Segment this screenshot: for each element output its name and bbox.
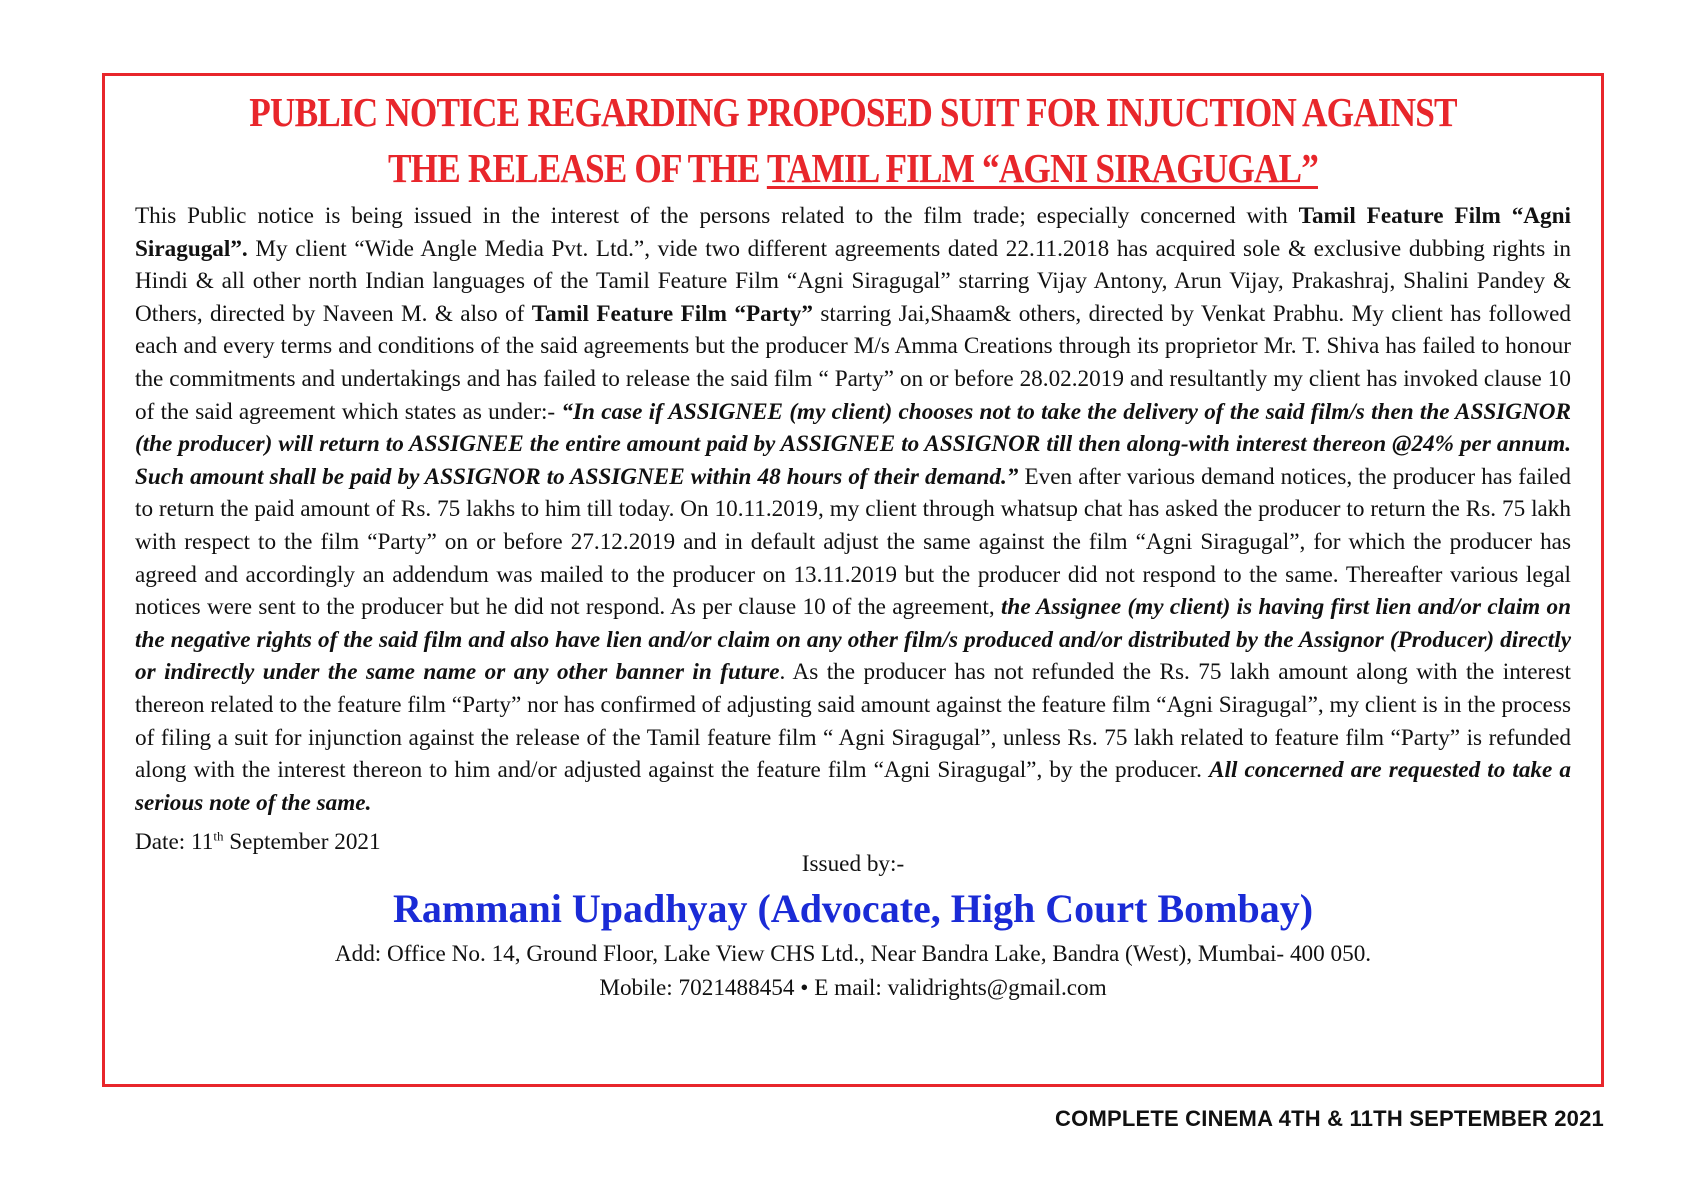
body-segment: . As the producer has not refunded the Rs. 75 lakh amount along with the interest thereon related to the feature film “Party” nor has confirmed of adjusting said amount against the feature film “Agni Siragugal”, my client is in the process of filing a suit for injunction against the release of the Tamil feature film “ Agni Siragugal”, unless Rs. 75 lakh related to feature film “Party” is refunded along with the interest thereon to him and/or adjusted against the feature film “Agni Siragugal”, by the producer. (135, 659, 1572, 784)
body-segment: My client “Wide Angle Media Pvt. Ltd.”, vide two different agreements dated 22.11.2018 has acquired sole & exclusive dubbing rights in Hindi & all other north Indian languages of the Tamil Feature Film “Agni Siragugal” starring Vijay Antony, Arun Vijay, Prakashraj, Shalini Pandey & Others, directed by Naveen M. & also of (135, 235, 1571, 327)
body-segment: starring Jai,Shaam& others, directed by Venkat Prabhu. My client has followed each and every terms and conditions of the said agreements but the producer M/s Amma Creations through its proprietor Mr. T. Shiva has failed to honour the commitments and undertakings and has failed to release the said film “ Party” on or before 28.02.2019 and resultantly my client has invoked clause 10 of the said agreement which states as under:- (135, 300, 1571, 425)
advocate-name: Rammani Upadhyay (Advocate, High Court Bombay) (392, 886, 1314, 932)
headline-film-title: TAMIL FILM “AGNI SIRAGUGAL” (766, 145, 1318, 191)
date-suffix: September 2021 (223, 829, 381, 856)
headline-line-2 (236, 140, 1471, 196)
public-notice-box (102, 73, 1604, 1087)
advocate-contact: Mobile: 7021488454 • E mail: validrights@gmail.com (599, 975, 1107, 1002)
body-clause-quote: “In case if ASSIGNEE (my client) chooses not to take the delivery of the said film/s then the ASSIGNOR (the producer) will return to ASSIGNEE the entire amount paid by ASSIGNEE to ASSIGNOR till then along-with interest thereon @24% per annum. Such amount shall be paid by ASSIGNOR to ASSIGNEE within 48 hours of their demand.” (135, 398, 1571, 490)
body-closing-statement: All concerned are requested to take a serious note of the same. (135, 757, 1571, 816)
notice-body (135, 200, 1571, 819)
body-segment: This Public notice is being issued in the interest of the persons related to the film trade; especially concerned with (135, 203, 1299, 229)
body-bold-film-party: Tamil Feature Film “Party” (531, 300, 813, 327)
publication-caption: COMPLETE CINEMA 4TH & 11TH SEPTEMBER 2021 (1055, 1106, 1604, 1131)
issued-by-label: Issued by:- (801, 851, 905, 878)
date-ordinal: th (213, 828, 224, 844)
date-prefix: Date: 11 (135, 829, 214, 856)
headline-line-2-prefix: THE RELEASE OF THE (388, 145, 767, 191)
body-bold-film-agni: Tamil Feature Film “Agni Siragugal”. (135, 203, 1571, 262)
body-segment: Even after various demand notices, the producer has failed to return the paid amount of Rs. 75 lakhs to him till today. On 10.11.2019, my client through whatsup chat has asked the producer to return the Rs. 75 lakh with respect to the film “Party” on or before 27.12.2019 and in default adjust the same against the film “Agni Siragugal”, for which the producer has agreed and accordingly an addendum was mailed to the producer on 13.11.2019 but the producer did not respond to the same. Thereafter various legal notices were sent to the producer but he did not respond. As per clause 10 of the agreement, (135, 463, 1572, 621)
headline-line-1: PUBLIC NOTICE REGARDING PROPOSED SUIT FOR INJUCTION AGAINST (249, 89, 1457, 135)
body-lien-clause: the Assignee (my client) is having first lien and/or claim on the negative rights of the said film and also have lien and/or claim on any other film/s produced and/or distributed by the Assignor (Producer) directly or indirectly under the same name or any other banner in future (135, 594, 1571, 686)
advocate-address: Add: Office No. 14, Ground Floor, Lake View CHS Ltd., Near Bandra Lake, Bandra (West), Mumbai- 400 050. (334, 941, 1372, 968)
notice-headline (236, 84, 1471, 196)
